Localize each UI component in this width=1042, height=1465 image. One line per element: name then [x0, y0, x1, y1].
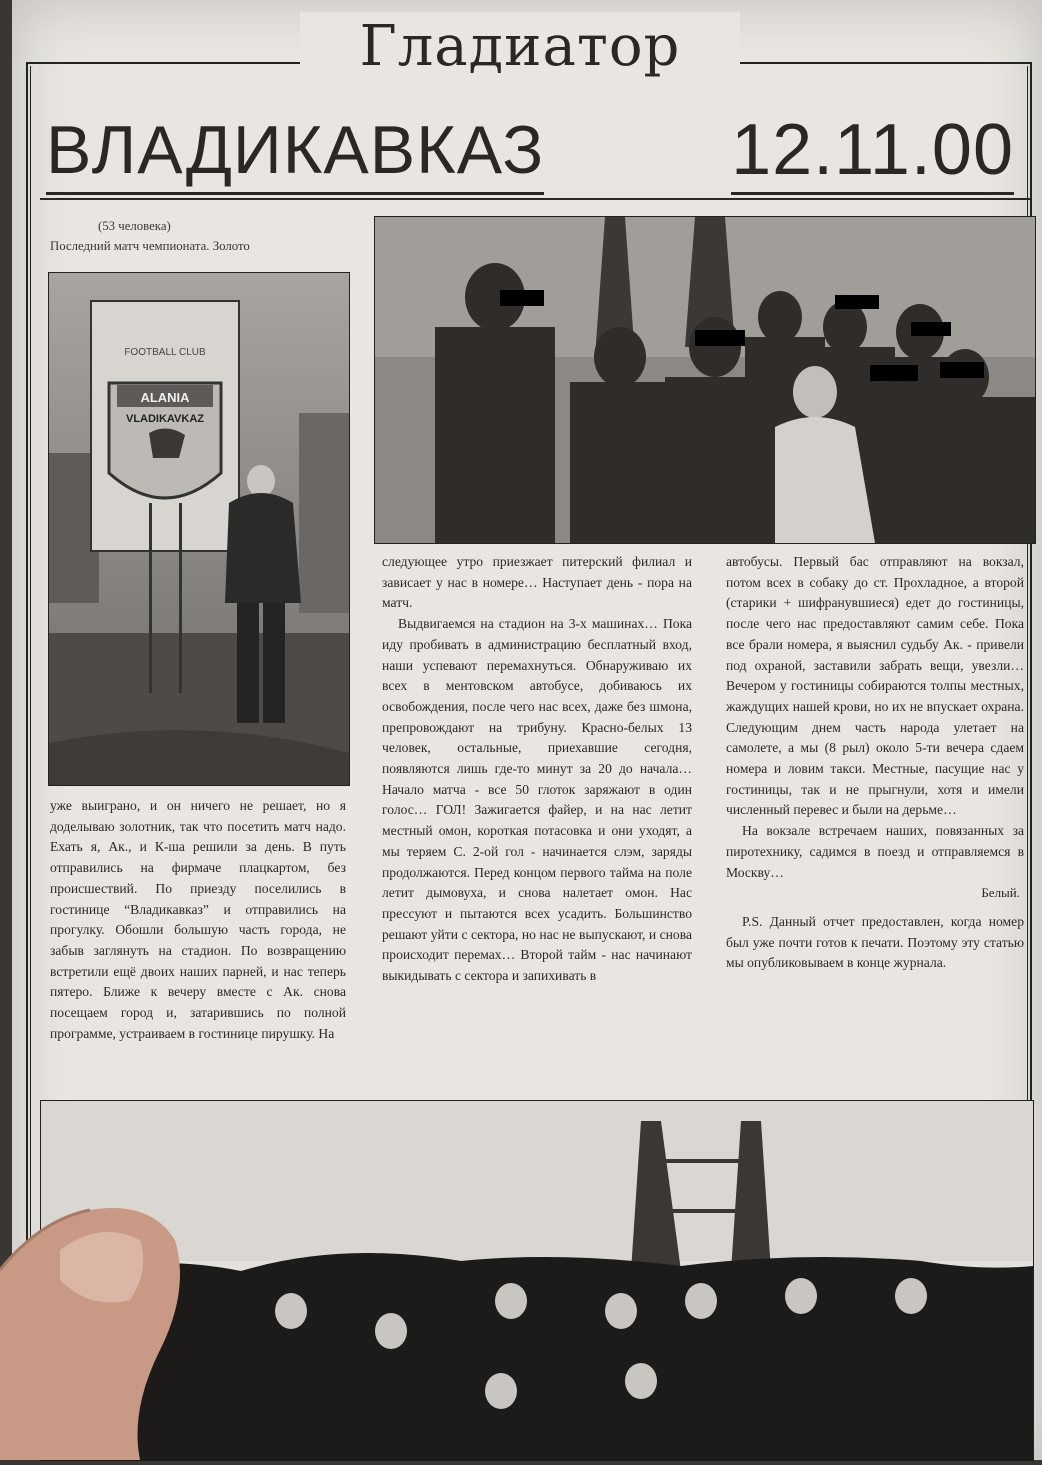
photo-club-sign — [48, 272, 350, 786]
article-column-3 — [726, 552, 1024, 974]
intro-line: Последний матч чемпионата. Золото — [50, 239, 250, 253]
masthead-title: Гладиатор — [300, 12, 740, 82]
thumb-in-frame — [0, 1160, 190, 1460]
article-column-1 — [50, 796, 346, 1044]
headline-rule — [40, 198, 1030, 200]
article-postscript: P.S. Данный отчет предоставлен, когда номер был уже почти готов к печати. Поэтому эту статью мы опубликовываем в конце журнала. — [726, 913, 1024, 971]
sign-label-city: VLADIKAVKAZ — [125, 413, 205, 425]
intro-count: (53 человека) — [98, 219, 171, 233]
column3-paragraph-2: На вокзале встречаем наших, повязанных за пиротехнику, садимся в поезд и отправляемся в Москву… — [726, 823, 1024, 880]
photo-club-sign-image — [49, 273, 349, 785]
article-signature: Белый. — [981, 885, 1020, 901]
sign-label-team: ALANIA — [140, 390, 190, 405]
column3-paragraph-1: автобусы. Первый бас отправляют на вокзал, потом всех в собаку до ст. Прохладное, а второй (старики + шифранувшиеся) едет до гостиницы, после чего нас предоставляют самим себе. Пока все брали номера, я выяснил судьбу Ак. - привели под охраной, заставили забрать вещи, увезли… Вечером у гостиницы собираются толпы местных, жаждущих нашей крови, но их не впускает охрана. Следующим днем часть народа улетает на самолете, а мы (8 рыл) около 5-ти вечера сдаем номера и ловим такси. Местные, пасущие нас у гостиницы, так и не прыгнули, хотя и имели численный перевес и были на дерьме… — [726, 554, 1024, 818]
photo-group-top — [374, 216, 1036, 544]
column1-paragraph-1: уже выиграно, и он ничего не решает, но я доделываю золотник, так что посетить матч надо. Ехать я, Ак., и К-ша решили за день. В путь отправились на фирмаче плацкартом, без происшествий. По приезду поселились в гостинице “Владикавказ” и отправились на прогулку. Обошли большую часть города, не забыв заглянуть на стадион. По возвращению встретили ещё двоих наших парней, и нас теперь пятеро. Ближе к вечеру вместе с Ак. снова посещаем город и, затарившись по полной программе, устраиваем в гостинице пирушку. На — [50, 798, 346, 1041]
column2-paragraph-2: Выдвигаемся на стадион на 3-х машинах… Пока иду пробивать в администрацию бесплатный вход, наши успевают перемахнуться. Обнаруживаю их всех в ментовском автобусе, добиваюсь их освобождения, после чего нас всех, даже без шмона, препровождают на трибуну. Красно-белых 13 человек, остальные, приехавшие сегодня, появляются лишь где-то минут за 20 до начала… Начало матча - все 50 глоток заряжают в один голос… ГОЛ! Зажигается файер, и на нас летит местный омон, короткая потасовка и они уходят, а мы теряем С. 2-ой гол - начинается слэм, заряды продолжаются. Перед концом первого тайма на поле летит дымовуха, и снова налетает омон. Нас прессуют и пытаются всех усадить. Большинство решают уйти с сектора, но нас не выпускают, и снова происходит перемах… Второй тайм - нас начинают выкидывать с сектора и запихивать в — [382, 616, 692, 984]
column2-paragraph-1: следующее утро приезжает питерский филиал и зависает у нас в номере… Наступает день - пора на матч. — [382, 554, 692, 611]
thumb-image — [0, 1160, 190, 1460]
sign-label-top: FOOTBALL CLUB — [124, 347, 206, 358]
article-headline — [40, 108, 1020, 192]
headline-city: ВЛАДИКАВКАЗ — [46, 108, 544, 195]
photo-group-top-image — [375, 217, 1035, 543]
article-intro — [50, 216, 350, 256]
article-column-2 — [382, 552, 692, 987]
headline-date: 12.11.00 — [731, 108, 1014, 195]
